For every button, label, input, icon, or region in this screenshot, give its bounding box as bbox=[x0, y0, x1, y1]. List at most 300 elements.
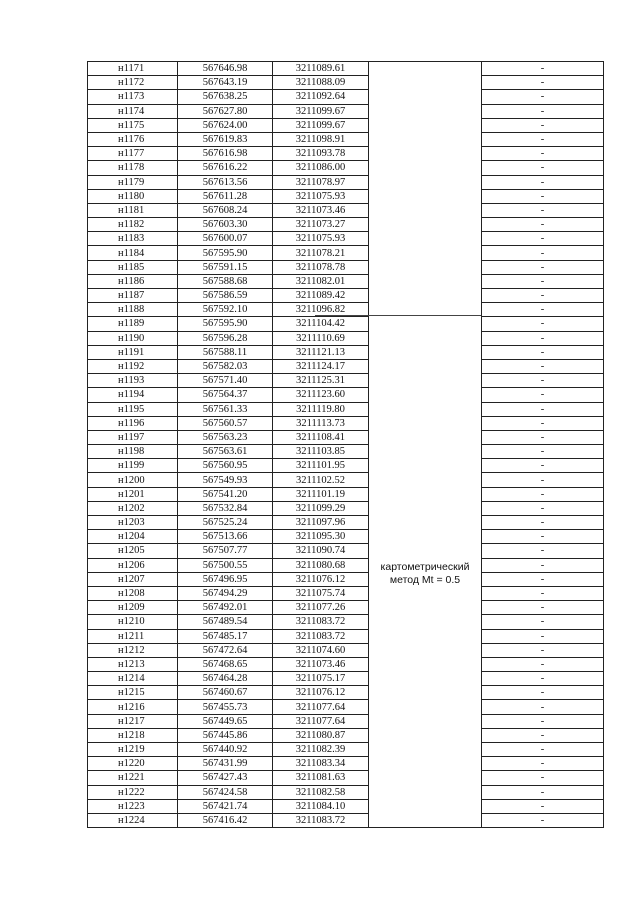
table-row bbox=[88, 161, 604, 175]
method-cell bbox=[369, 232, 482, 246]
x-coordinate-cell: 567619.83 bbox=[178, 132, 273, 146]
point-id-cell: н1187 bbox=[88, 289, 178, 303]
y-coordinate-cell: 3211088.09 bbox=[273, 76, 369, 90]
point-id-cell: н1212 bbox=[88, 643, 178, 657]
y-coordinate-cell: 3211108.41 bbox=[273, 430, 369, 444]
x-coordinate-cell: 567427.43 bbox=[178, 771, 273, 785]
point-id-cell: н1195 bbox=[88, 402, 178, 416]
error-cell: - bbox=[482, 459, 604, 473]
method-cell bbox=[369, 501, 482, 515]
point-id-cell: н1171 bbox=[88, 62, 178, 76]
method-cell bbox=[369, 104, 482, 118]
table-row bbox=[88, 260, 604, 274]
x-coordinate-cell: 567532.84 bbox=[178, 501, 273, 515]
x-coordinate-cell: 567492.01 bbox=[178, 601, 273, 615]
table-row bbox=[88, 700, 604, 714]
point-id-cell: н1196 bbox=[88, 416, 178, 430]
method-cell bbox=[369, 203, 482, 217]
point-id-cell: н1173 bbox=[88, 90, 178, 104]
table-row bbox=[88, 743, 604, 757]
x-coordinate-cell: 567445.86 bbox=[178, 728, 273, 742]
table-row bbox=[88, 657, 604, 671]
x-coordinate-cell: 567638.25 bbox=[178, 90, 273, 104]
table-row bbox=[88, 62, 604, 76]
error-cell: - bbox=[482, 118, 604, 132]
point-id-cell: н1214 bbox=[88, 672, 178, 686]
y-coordinate-cell: 3211099.67 bbox=[273, 118, 369, 132]
error-cell: - bbox=[482, 799, 604, 813]
point-id-cell: н1182 bbox=[88, 218, 178, 232]
x-coordinate-cell: 567416.42 bbox=[178, 813, 273, 827]
point-id-cell: н1190 bbox=[88, 331, 178, 345]
table-row bbox=[88, 459, 604, 473]
point-id-cell: н1180 bbox=[88, 189, 178, 203]
x-coordinate-cell: 567611.28 bbox=[178, 189, 273, 203]
table-row bbox=[88, 629, 604, 643]
table-row bbox=[88, 246, 604, 260]
method-cell bbox=[369, 728, 482, 742]
x-coordinate-cell: 567563.61 bbox=[178, 445, 273, 459]
y-coordinate-cell: 3211119.80 bbox=[273, 402, 369, 416]
table-body bbox=[88, 62, 604, 828]
x-coordinate-cell: 567595.90 bbox=[178, 246, 273, 260]
x-coordinate-cell: 567588.68 bbox=[178, 274, 273, 288]
error-cell: - bbox=[482, 743, 604, 757]
error-cell: - bbox=[482, 232, 604, 246]
error-cell: - bbox=[482, 132, 604, 146]
x-coordinate-cell: 567616.98 bbox=[178, 147, 273, 161]
y-coordinate-cell: 3211082.39 bbox=[273, 743, 369, 757]
method-cell bbox=[369, 601, 482, 615]
y-coordinate-cell: 3211097.96 bbox=[273, 516, 369, 530]
error-cell: - bbox=[482, 388, 604, 402]
table-row bbox=[88, 317, 604, 331]
point-id-cell: н1172 bbox=[88, 76, 178, 90]
error-cell: - bbox=[482, 643, 604, 657]
x-coordinate-cell: 567560.95 bbox=[178, 459, 273, 473]
point-id-cell: н1222 bbox=[88, 785, 178, 799]
x-coordinate-cell: 567592.10 bbox=[178, 303, 273, 317]
y-coordinate-cell: 3211075.93 bbox=[273, 232, 369, 246]
point-id-cell: н1176 bbox=[88, 132, 178, 146]
x-coordinate-cell: 567613.56 bbox=[178, 175, 273, 189]
point-id-cell: н1200 bbox=[88, 473, 178, 487]
point-id-cell: н1174 bbox=[88, 104, 178, 118]
method-cell bbox=[369, 445, 482, 459]
table-row bbox=[88, 203, 604, 217]
y-coordinate-cell: 3211121.13 bbox=[273, 345, 369, 359]
error-cell: - bbox=[482, 487, 604, 501]
table-row bbox=[88, 785, 604, 799]
table-row bbox=[88, 771, 604, 785]
error-cell: - bbox=[482, 586, 604, 600]
x-coordinate-cell: 567468.65 bbox=[178, 657, 273, 671]
method-cell bbox=[369, 714, 482, 728]
table-row bbox=[88, 189, 604, 203]
table-row bbox=[88, 558, 604, 572]
x-coordinate-cell: 567627.80 bbox=[178, 104, 273, 118]
x-coordinate-cell: 567421.74 bbox=[178, 799, 273, 813]
method-cell bbox=[369, 487, 482, 501]
y-coordinate-cell: 3211093.78 bbox=[273, 147, 369, 161]
y-coordinate-cell: 3211081.63 bbox=[273, 771, 369, 785]
point-id-cell: н1188 bbox=[88, 303, 178, 317]
x-coordinate-cell: 567541.20 bbox=[178, 487, 273, 501]
x-coordinate-cell: 567586.59 bbox=[178, 289, 273, 303]
y-coordinate-cell: 3211082.58 bbox=[273, 785, 369, 799]
error-cell: - bbox=[482, 303, 604, 317]
error-cell: - bbox=[482, 76, 604, 90]
table-row bbox=[88, 544, 604, 558]
x-coordinate-cell: 567494.29 bbox=[178, 586, 273, 600]
error-cell: - bbox=[482, 530, 604, 544]
point-id-cell: н1204 bbox=[88, 530, 178, 544]
error-cell: - bbox=[482, 416, 604, 430]
table-row bbox=[88, 572, 604, 586]
error-cell: - bbox=[482, 402, 604, 416]
table-row bbox=[88, 799, 604, 813]
y-coordinate-cell: 3211095.30 bbox=[273, 530, 369, 544]
table-row bbox=[88, 487, 604, 501]
error-cell: - bbox=[482, 813, 604, 827]
x-coordinate-cell: 567431.99 bbox=[178, 757, 273, 771]
point-id-cell: н1207 bbox=[88, 572, 178, 586]
point-id-cell: н1224 bbox=[88, 813, 178, 827]
error-cell: - bbox=[482, 317, 604, 331]
point-id-cell: н1216 bbox=[88, 700, 178, 714]
table-row bbox=[88, 402, 604, 416]
y-coordinate-cell: 3211083.34 bbox=[273, 757, 369, 771]
x-coordinate-cell: 567500.55 bbox=[178, 558, 273, 572]
x-coordinate-cell: 567608.24 bbox=[178, 203, 273, 217]
y-coordinate-cell: 3211099.67 bbox=[273, 104, 369, 118]
error-cell: - bbox=[482, 672, 604, 686]
method-cell bbox=[369, 402, 482, 416]
method-cell bbox=[369, 246, 482, 260]
y-coordinate-cell: 3211076.12 bbox=[273, 572, 369, 586]
point-id-cell: н1198 bbox=[88, 445, 178, 459]
x-coordinate-cell: 567561.33 bbox=[178, 402, 273, 416]
point-id-cell: н1192 bbox=[88, 359, 178, 373]
y-coordinate-cell: 3211086.00 bbox=[273, 161, 369, 175]
y-coordinate-cell: 3211096.82 bbox=[273, 303, 369, 317]
method-cell bbox=[369, 473, 482, 487]
error-cell: - bbox=[482, 728, 604, 742]
table-row bbox=[88, 416, 604, 430]
x-coordinate-cell: 567489.54 bbox=[178, 615, 273, 629]
method-label-line1: картометрический bbox=[380, 561, 470, 573]
error-cell: - bbox=[482, 104, 604, 118]
error-cell: - bbox=[482, 516, 604, 530]
method-cell bbox=[369, 672, 482, 686]
x-coordinate-cell: 567591.15 bbox=[178, 260, 273, 274]
x-coordinate-cell: 567560.57 bbox=[178, 416, 273, 430]
method-cell bbox=[369, 118, 482, 132]
table-row bbox=[88, 445, 604, 459]
y-coordinate-cell: 3211082.01 bbox=[273, 274, 369, 288]
y-coordinate-cell: 3211104.42 bbox=[273, 317, 369, 331]
error-cell: - bbox=[482, 757, 604, 771]
x-coordinate-cell: 567549.93 bbox=[178, 473, 273, 487]
error-cell: - bbox=[482, 657, 604, 671]
error-cell: - bbox=[482, 714, 604, 728]
error-cell: - bbox=[482, 785, 604, 799]
y-coordinate-cell: 3211084.10 bbox=[273, 799, 369, 813]
table-row bbox=[88, 813, 604, 827]
method-cell bbox=[369, 374, 482, 388]
y-coordinate-cell: 3211074.60 bbox=[273, 643, 369, 657]
method-cell bbox=[369, 743, 482, 757]
table-row bbox=[88, 90, 604, 104]
error-cell: - bbox=[482, 203, 604, 217]
y-coordinate-cell: 3211075.17 bbox=[273, 672, 369, 686]
y-coordinate-cell: 3211077.64 bbox=[273, 714, 369, 728]
y-coordinate-cell: 3211110.69 bbox=[273, 331, 369, 345]
error-cell: - bbox=[482, 501, 604, 515]
method-cell bbox=[369, 90, 482, 104]
error-cell: - bbox=[482, 430, 604, 444]
table-row bbox=[88, 501, 604, 515]
method-cell bbox=[369, 218, 482, 232]
x-coordinate-cell: 567571.40 bbox=[178, 374, 273, 388]
error-cell: - bbox=[482, 62, 604, 76]
method-cell bbox=[369, 615, 482, 629]
point-id-cell: н1181 bbox=[88, 203, 178, 217]
y-coordinate-cell: 3211092.64 bbox=[273, 90, 369, 104]
table-row bbox=[88, 76, 604, 90]
point-id-cell: н1220 bbox=[88, 757, 178, 771]
x-coordinate-cell: 567646.98 bbox=[178, 62, 273, 76]
point-id-cell: н1183 bbox=[88, 232, 178, 246]
method-cell bbox=[369, 799, 482, 813]
error-cell: - bbox=[482, 274, 604, 288]
x-coordinate-cell: 567472.64 bbox=[178, 643, 273, 657]
x-coordinate-cell: 567582.03 bbox=[178, 359, 273, 373]
error-cell: - bbox=[482, 700, 604, 714]
error-cell: - bbox=[482, 615, 604, 629]
x-coordinate-cell: 567595.90 bbox=[178, 317, 273, 331]
point-id-cell: н1218 bbox=[88, 728, 178, 742]
point-id-cell: н1202 bbox=[88, 501, 178, 515]
point-id-cell: н1184 bbox=[88, 246, 178, 260]
table-row bbox=[88, 714, 604, 728]
error-cell: - bbox=[482, 572, 604, 586]
point-id-cell: н1178 bbox=[88, 161, 178, 175]
table-row bbox=[88, 516, 604, 530]
y-coordinate-cell: 3211090.74 bbox=[273, 544, 369, 558]
error-cell: - bbox=[482, 473, 604, 487]
method-cell bbox=[369, 274, 482, 288]
table-row bbox=[88, 615, 604, 629]
table-row bbox=[88, 218, 604, 232]
error-cell: - bbox=[482, 175, 604, 189]
y-coordinate-cell: 3211073.46 bbox=[273, 657, 369, 671]
method-cell bbox=[369, 530, 482, 544]
table-row bbox=[88, 232, 604, 246]
point-id-cell: н1197 bbox=[88, 430, 178, 444]
error-cell: - bbox=[482, 374, 604, 388]
coordinates-table bbox=[87, 61, 604, 828]
error-cell: - bbox=[482, 544, 604, 558]
y-coordinate-cell: 3211125.31 bbox=[273, 374, 369, 388]
x-coordinate-cell: 567464.28 bbox=[178, 672, 273, 686]
method-cell bbox=[369, 317, 482, 331]
error-cell: - bbox=[482, 359, 604, 373]
table-row bbox=[88, 374, 604, 388]
error-cell: - bbox=[482, 331, 604, 345]
table-row bbox=[88, 132, 604, 146]
x-coordinate-cell: 567485.17 bbox=[178, 629, 273, 643]
table-row bbox=[88, 359, 604, 373]
method-cell bbox=[369, 785, 482, 799]
x-coordinate-cell: 567507.77 bbox=[178, 544, 273, 558]
y-coordinate-cell: 3211080.68 bbox=[273, 558, 369, 572]
x-coordinate-cell: 567643.19 bbox=[178, 76, 273, 90]
table-row bbox=[88, 345, 604, 359]
point-id-cell: н1201 bbox=[88, 487, 178, 501]
x-coordinate-cell: 567588.11 bbox=[178, 345, 273, 359]
method-cell bbox=[369, 345, 482, 359]
method-cell bbox=[369, 771, 482, 785]
method-cell bbox=[369, 686, 482, 700]
method-cell bbox=[369, 416, 482, 430]
point-id-cell: н1185 bbox=[88, 260, 178, 274]
point-id-cell: н1206 bbox=[88, 558, 178, 572]
x-coordinate-cell: 567564.37 bbox=[178, 388, 273, 402]
y-coordinate-cell: 3211080.87 bbox=[273, 728, 369, 742]
error-cell: - bbox=[482, 218, 604, 232]
method-cell bbox=[369, 62, 482, 76]
table-row bbox=[88, 331, 604, 345]
method-cell bbox=[369, 147, 482, 161]
error-cell: - bbox=[482, 345, 604, 359]
table-row bbox=[88, 147, 604, 161]
point-id-cell: н1208 bbox=[88, 586, 178, 600]
method-cell bbox=[369, 430, 482, 444]
table-row bbox=[88, 672, 604, 686]
x-coordinate-cell: 567449.65 bbox=[178, 714, 273, 728]
method-cell bbox=[369, 76, 482, 90]
point-id-cell: н1189 bbox=[88, 317, 178, 331]
method-cell bbox=[369, 586, 482, 600]
point-id-cell: н1177 bbox=[88, 147, 178, 161]
table-row bbox=[88, 118, 604, 132]
y-coordinate-cell: 3211078.97 bbox=[273, 175, 369, 189]
point-id-cell: н1191 bbox=[88, 345, 178, 359]
x-coordinate-cell: 567455.73 bbox=[178, 700, 273, 714]
point-id-cell: н1210 bbox=[88, 615, 178, 629]
error-cell: - bbox=[482, 260, 604, 274]
x-coordinate-cell: 567603.30 bbox=[178, 218, 273, 232]
y-coordinate-cell: 3211102.52 bbox=[273, 473, 369, 487]
x-coordinate-cell: 567624.00 bbox=[178, 118, 273, 132]
y-coordinate-cell: 3211078.78 bbox=[273, 260, 369, 274]
y-coordinate-cell: 3211113.73 bbox=[273, 416, 369, 430]
method-cell bbox=[369, 189, 482, 203]
y-coordinate-cell: 3211103.85 bbox=[273, 445, 369, 459]
y-coordinate-cell: 3211083.72 bbox=[273, 629, 369, 643]
point-id-cell: н1213 bbox=[88, 657, 178, 671]
point-id-cell: н1205 bbox=[88, 544, 178, 558]
error-cell: - bbox=[482, 289, 604, 303]
y-coordinate-cell: 3211077.64 bbox=[273, 700, 369, 714]
point-id-cell: н1211 bbox=[88, 629, 178, 643]
point-id-cell: н1194 bbox=[88, 388, 178, 402]
method-cell bbox=[369, 260, 482, 274]
point-id-cell: н1199 bbox=[88, 459, 178, 473]
point-id-cell: н1175 bbox=[88, 118, 178, 132]
table-row bbox=[88, 601, 604, 615]
y-coordinate-cell: 3211101.95 bbox=[273, 459, 369, 473]
y-coordinate-cell: 3211101.19 bbox=[273, 487, 369, 501]
point-id-cell: н1215 bbox=[88, 686, 178, 700]
table-row bbox=[88, 104, 604, 118]
y-coordinate-cell: 3211076.12 bbox=[273, 686, 369, 700]
method-label-line2: метод Mt = 0.5 bbox=[389, 574, 461, 586]
method-cell bbox=[369, 331, 482, 345]
error-cell: - bbox=[482, 90, 604, 104]
table-row bbox=[88, 586, 604, 600]
table-row bbox=[88, 289, 604, 303]
x-coordinate-cell: 567513.66 bbox=[178, 530, 273, 544]
x-coordinate-cell: 567440.92 bbox=[178, 743, 273, 757]
method-cell bbox=[369, 161, 482, 175]
y-coordinate-cell: 3211083.72 bbox=[273, 615, 369, 629]
table-row bbox=[88, 430, 604, 444]
method-cell bbox=[369, 359, 482, 373]
error-cell: - bbox=[482, 771, 604, 785]
x-coordinate-cell: 567424.58 bbox=[178, 785, 273, 799]
y-coordinate-cell: 3211099.29 bbox=[273, 501, 369, 515]
y-coordinate-cell: 3211077.26 bbox=[273, 601, 369, 615]
point-id-cell: н1219 bbox=[88, 743, 178, 757]
point-id-cell: н1209 bbox=[88, 601, 178, 615]
method-cell bbox=[369, 700, 482, 714]
error-cell: - bbox=[482, 601, 604, 615]
table-row bbox=[88, 757, 604, 771]
point-id-cell: н1223 bbox=[88, 799, 178, 813]
point-id-cell: н1221 bbox=[88, 771, 178, 785]
method-cell bbox=[369, 516, 482, 530]
table-row bbox=[88, 643, 604, 657]
error-cell: - bbox=[482, 558, 604, 572]
method-cell bbox=[369, 757, 482, 771]
table-row bbox=[88, 728, 604, 742]
separator-line bbox=[315, 315, 481, 316]
method-cell bbox=[369, 813, 482, 827]
x-coordinate-cell: 567596.28 bbox=[178, 331, 273, 345]
x-coordinate-cell: 567525.24 bbox=[178, 516, 273, 530]
table-row bbox=[88, 473, 604, 487]
y-coordinate-cell: 3211123.60 bbox=[273, 388, 369, 402]
method-cell bbox=[369, 459, 482, 473]
table-row bbox=[88, 274, 604, 288]
y-coordinate-cell: 3211078.21 bbox=[273, 246, 369, 260]
error-cell: - bbox=[482, 686, 604, 700]
table-row bbox=[88, 175, 604, 189]
method-cell bbox=[369, 629, 482, 643]
y-coordinate-cell: 3211089.42 bbox=[273, 289, 369, 303]
x-coordinate-cell: 567616.22 bbox=[178, 161, 273, 175]
method-cell bbox=[369, 657, 482, 671]
error-cell: - bbox=[482, 445, 604, 459]
point-id-cell: н1179 bbox=[88, 175, 178, 189]
y-coordinate-cell: 3211083.72 bbox=[273, 813, 369, 827]
table-row bbox=[88, 388, 604, 402]
method-cell bbox=[369, 289, 482, 303]
y-coordinate-cell: 3211075.74 bbox=[273, 586, 369, 600]
y-coordinate-cell: 3211075.93 bbox=[273, 189, 369, 203]
